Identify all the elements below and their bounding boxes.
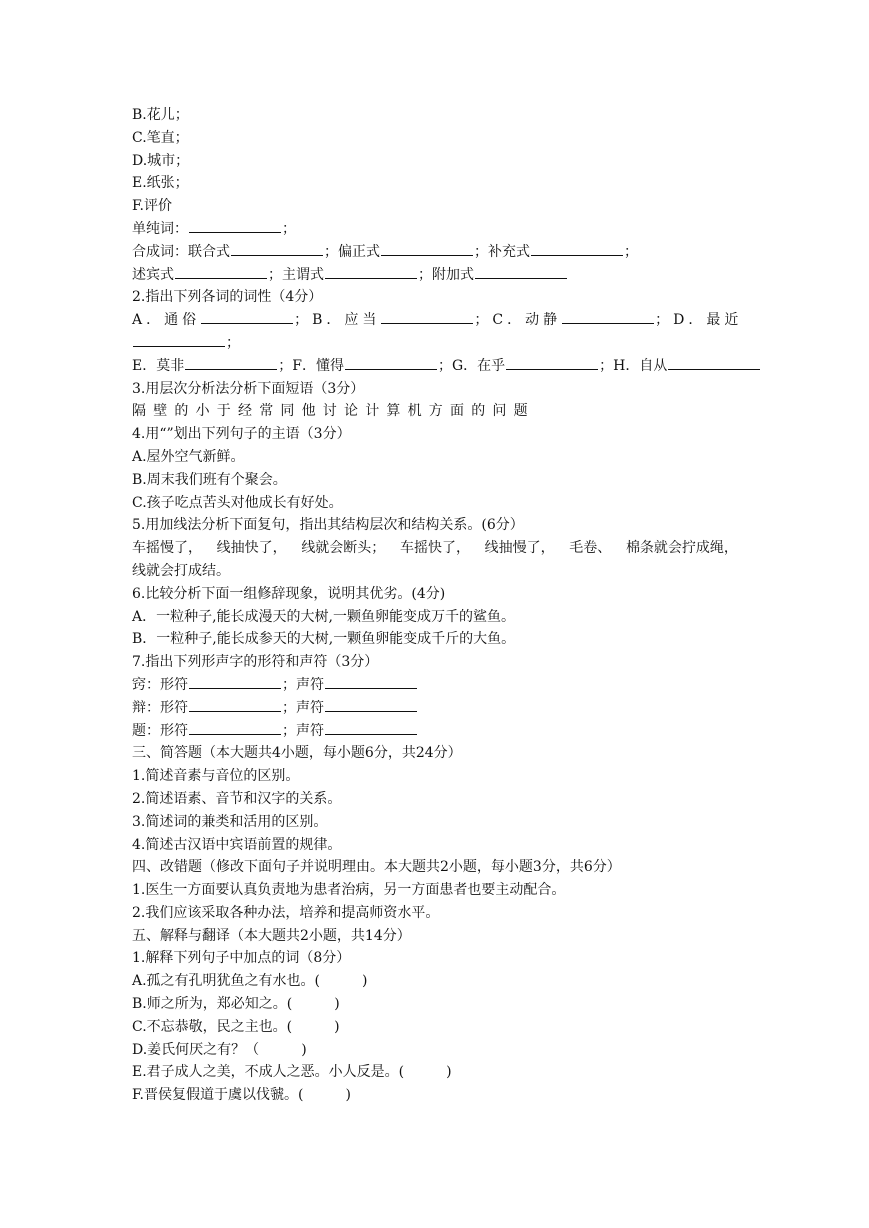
- label: 述宾式: [132, 266, 174, 283]
- sentence-text: C.孩子吃点苦头对他成长有好处。: [132, 494, 343, 511]
- sentence-text: C.不忘恭敬，民之主也。(: [132, 1018, 293, 1035]
- question-6-title: [132, 583, 752, 606]
- question-5-sentence: [132, 537, 738, 560]
- label: ；H．自从: [599, 357, 668, 374]
- separator: ；: [226, 334, 240, 351]
- question-text: 5.用加线法分析下面复句，指出其结构层次和结构关系。(6分）: [132, 517, 524, 534]
- sentence-text: B.周末我们班有个聚会。: [132, 471, 287, 488]
- question-7-row-2: [132, 697, 752, 720]
- question-text: 1.解释下列句子中加点的词（8分）: [132, 950, 351, 967]
- separator: ；: [624, 243, 638, 260]
- answer-blank[interactable]: [325, 720, 417, 735]
- sentence-text: B.师之所为，郑必知之。(: [132, 996, 293, 1013]
- label: ；主谓式: [268, 266, 324, 283]
- section-heading: 三、简答题（本大题共4小题，每小题6分，共24分）: [132, 745, 462, 762]
- label: ；附加式: [418, 266, 474, 283]
- answer-blank[interactable]: [381, 309, 473, 324]
- separator: ；: [282, 220, 296, 237]
- clause: 车摇快了，: [399, 540, 470, 557]
- question-4-b: [132, 469, 752, 492]
- label: ；声符: [282, 699, 324, 716]
- section-4-q1: [132, 879, 752, 902]
- close-paren: ): [345, 1087, 351, 1104]
- phrase-text: 隔壁的小于经常同他讨论计算机方面的问题: [132, 403, 535, 420]
- question-text: 4.用“”划出下列句子的主语（3分）: [132, 426, 351, 443]
- question-6-a: [132, 606, 752, 629]
- answer-blank[interactable]: [189, 697, 281, 712]
- compound-word-row-2: [132, 264, 752, 287]
- answer-blank[interactable]: [562, 309, 654, 324]
- label: ；C．动静: [474, 312, 562, 329]
- section-3-q3: [132, 811, 752, 834]
- answer-blank[interactable]: [189, 674, 281, 689]
- question-text: 6.比较分析下面一组修辞现象，说明其优劣。(4分): [132, 585, 446, 602]
- answer-blank[interactable]: [325, 674, 417, 689]
- sentence-text: F.晋侯复假道于虞以伐虢。(: [132, 1087, 304, 1104]
- label: ；B．应当: [294, 312, 381, 329]
- answer-blank[interactable]: [668, 355, 760, 370]
- sentence-text: D.姜氏何厌之有？（: [132, 1041, 260, 1058]
- answer-blank[interactable]: [201, 309, 293, 324]
- label: 辩：形符: [132, 699, 188, 716]
- answer-blank[interactable]: [189, 218, 281, 233]
- section-5-item-d: [132, 1039, 752, 1062]
- clause: 线就会打成结。: [132, 562, 230, 579]
- sentence-text: A．一粒种子,能长成漫天的大树,一颗鱼卵能变成万千的鲨鱼。: [132, 608, 516, 625]
- section-5-item-e: [132, 1061, 752, 1084]
- answer-blank[interactable]: [325, 697, 417, 712]
- answer-blank[interactable]: [506, 355, 598, 370]
- section-5-q1: [132, 947, 752, 970]
- close-paren: ): [334, 1018, 340, 1035]
- label: ；补充式: [474, 243, 530, 260]
- section-5-item-f: [132, 1084, 752, 1107]
- section-3-q2: [132, 788, 752, 811]
- section-3-title: [132, 742, 752, 765]
- option-d: [132, 150, 752, 173]
- section-5-item-b: [132, 993, 752, 1016]
- label: ；偏正式: [324, 243, 380, 260]
- close-paren: ): [301, 1041, 307, 1058]
- question-text: 1.医生一方面要认真负责地为患者治病，另一方面患者也要主动配合。: [132, 882, 566, 899]
- simple-word-row: [132, 218, 752, 241]
- section-4-title: [132, 856, 752, 879]
- answer-blank[interactable]: [175, 264, 267, 279]
- option-f-text: F.评价: [132, 198, 172, 215]
- answer-blank[interactable]: [345, 355, 437, 370]
- section-4-q2: [132, 902, 752, 925]
- clause: 线就会断头；: [301, 540, 386, 557]
- question-text: 2.我们应该采取各种办法，培养和提高师资水平。: [132, 904, 440, 921]
- sentence-text: B．一粒种子,能长成参天的大树,一颗鱼卵能变成千斤的大鱼。: [132, 631, 516, 648]
- answer-blank[interactable]: [231, 241, 323, 256]
- sentence-text: E.君子成人之美，不成人之恶。小人反是。(: [132, 1064, 405, 1081]
- option-c: [132, 127, 752, 150]
- question-6-b: [132, 628, 752, 651]
- section-heading: 五、解释与翻译（本大题共2小题，共14分）: [132, 927, 411, 944]
- compound-label: 合成词：联合式: [132, 243, 230, 260]
- sentence-text: A.屋外空气新鲜。: [132, 448, 245, 465]
- clause: 车摇慢了，: [132, 540, 202, 557]
- question-3-title: [132, 378, 752, 401]
- close-paren: ): [446, 1064, 452, 1081]
- question-7-row-1: [132, 674, 752, 697]
- answer-blank[interactable]: [475, 264, 567, 279]
- question-text: 2.简述语素、音节和汉字的关系。: [132, 790, 342, 807]
- option-f: [132, 195, 752, 218]
- question-text: 3.简述词的兼类和活用的区别。: [132, 813, 328, 830]
- question-text: 1.简述音素与音位的区别。: [132, 768, 300, 785]
- answer-blank[interactable]: [381, 241, 473, 256]
- option-d-text: D.城市；: [132, 152, 190, 169]
- label: A．通俗: [132, 312, 201, 329]
- question-2-row-2: [132, 355, 752, 378]
- answer-blank[interactable]: [325, 264, 417, 279]
- close-paren: ): [362, 973, 368, 990]
- section-3-q1: [132, 765, 752, 788]
- answer-blank[interactable]: [133, 332, 225, 347]
- sentence-text: A.孤之有孔明犹鱼之有水也。(: [132, 973, 321, 990]
- question-text: 4.简述古汉语中宾语前置的规律。: [132, 836, 342, 853]
- close-paren: ): [334, 996, 340, 1013]
- option-e-text: E.纸张；: [132, 175, 189, 192]
- label: ；声符: [282, 722, 324, 739]
- clause: 线抽慢了，: [484, 540, 555, 557]
- label: 题：形符: [132, 722, 188, 739]
- section-heading: 四、改错题（修改下面句子并说明理由。本大题共2小题，每小题3分，共6分）: [132, 859, 621, 876]
- label: ；F．懂得: [278, 357, 344, 374]
- section-5-item-c: [132, 1016, 752, 1039]
- label: ；D．最近: [655, 312, 743, 329]
- section-3-q4: [132, 834, 752, 857]
- question-5-title: [132, 514, 752, 537]
- clause: 毛卷、: [569, 540, 612, 557]
- question-2-row-1-cont: [132, 332, 752, 355]
- question-5-sentence-cont: [132, 560, 752, 583]
- label: 窍：形符: [132, 676, 188, 693]
- question-4-title: [132, 423, 752, 446]
- exam-content: [132, 104, 752, 1107]
- option-e: [132, 172, 752, 195]
- label: ；声符: [282, 676, 324, 693]
- option-c-text: C.笔直；: [132, 129, 189, 146]
- answer-blank[interactable]: [531, 241, 623, 256]
- question-7-title: [132, 651, 752, 674]
- question-7-row-3: [132, 720, 752, 743]
- option-b-text: B.花儿；: [132, 107, 189, 123]
- clause: 棉条就会拧成绳，: [625, 540, 738, 557]
- question-2-title: [132, 286, 752, 309]
- question-4-c: [132, 492, 752, 515]
- answer-blank[interactable]: [189, 720, 281, 735]
- label: ；G．在乎: [437, 357, 506, 374]
- clause: 线抽快了，: [216, 540, 287, 557]
- question-4-a: [132, 446, 752, 469]
- section-5-title: [132, 925, 752, 948]
- simple-word-label: 单纯词：: [132, 220, 188, 237]
- answer-blank[interactable]: [185, 355, 277, 370]
- section-5-item-a: [132, 970, 752, 993]
- option-b: [132, 104, 752, 127]
- question-text: 7.指出下列形声字的形符和声符（3分）: [132, 654, 379, 671]
- question-3-phrase: [132, 400, 752, 423]
- question-text: 2.指出下列各词的词性（4分）: [132, 289, 323, 306]
- compound-word-row: [132, 241, 752, 264]
- question-text: 3.用层次分析法分析下面短语（3分）: [132, 380, 365, 397]
- question-2-row-1: [132, 309, 752, 332]
- label: E．莫非: [132, 357, 185, 374]
